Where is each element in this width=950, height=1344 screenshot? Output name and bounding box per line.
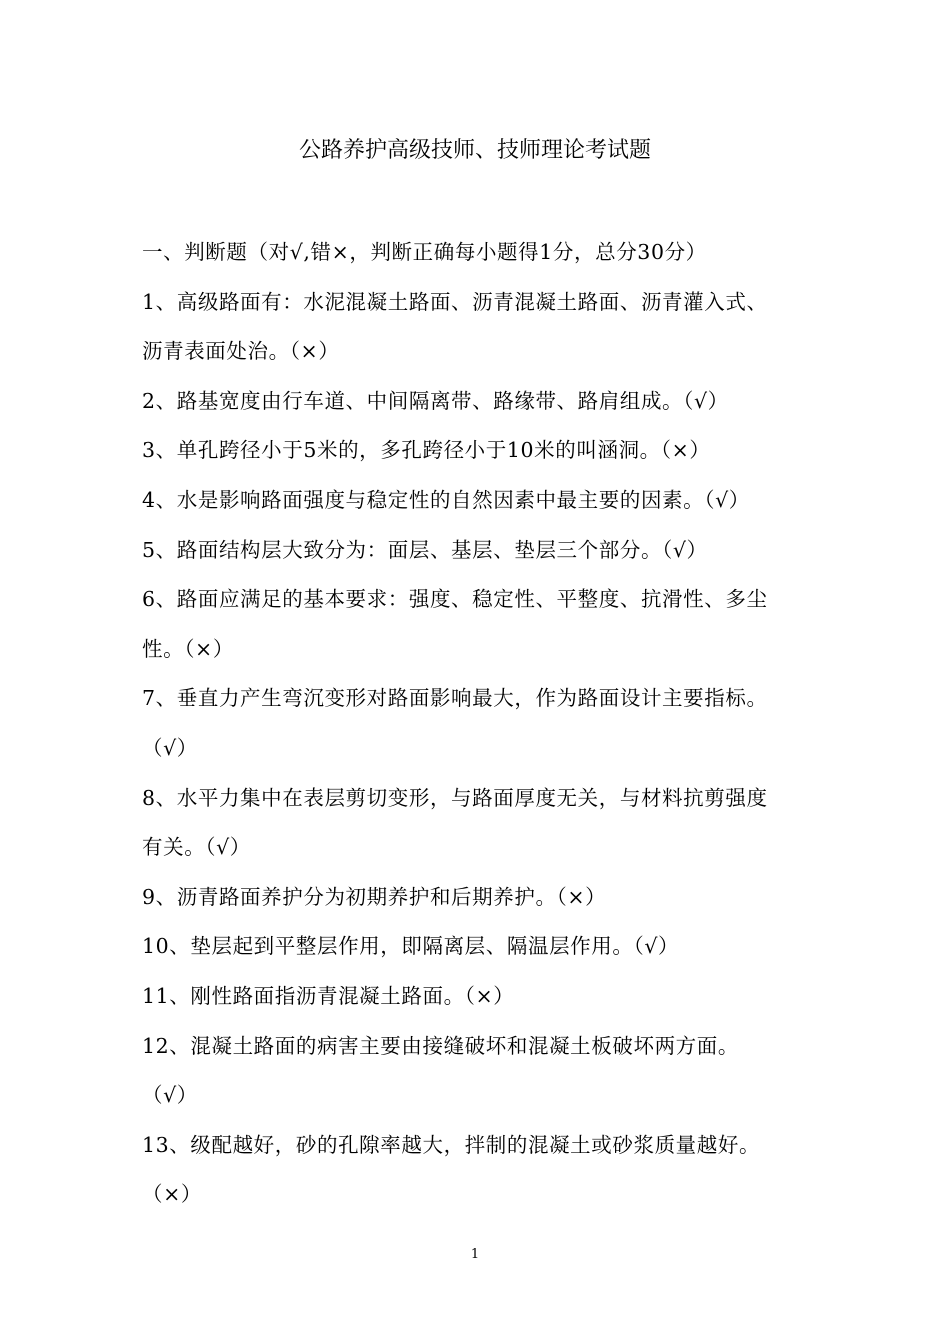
document-body: [142, 228, 822, 1220]
question-line: （√）: [142, 1083, 198, 1108]
question-line: 1、高级路面有：水泥混凝土路面、沥青混凝土路面、沥青灌入式、: [142, 289, 768, 314]
question-line: 11、刚性路面指沥青混凝土路面。（×）: [142, 983, 515, 1008]
section-heading: 一、判断题（对√,错×，判断正确每小题得1分，总分30分）: [142, 240, 707, 264]
question-line: 12、混凝土路面的病害主要由接缝破坏和混凝土板破坏两方面。: [142, 1033, 739, 1058]
question-line: （√）: [142, 735, 198, 760]
question-line: 5、路面结构层大致分为：面层、基层、垫层三个部分。（√）: [142, 537, 708, 562]
document-title: 公路养护高级技师、技师理论考试题: [298, 138, 651, 163]
question-line: 6、路面应满足的基本要求：强度、稳定性、平整度、抗滑性、多尘: [142, 587, 768, 612]
question-line: 有关。（√）: [142, 835, 251, 860]
question-line: 9、沥青路面养护分为初期养护和后期养护。（×）: [142, 884, 607, 909]
question-line: 8、水平力集中在表层剪切变形，与路面厚度无关，与材料抗剪强度: [142, 785, 768, 810]
question-line: 13、级配越好，砂的孔隙率越大，拌制的混凝土或砂浆质量越好。: [142, 1132, 761, 1157]
question-line: 2、路基宽度由行车道、中间隔离带、路缘带、路肩组成。（√）: [142, 388, 729, 413]
question-line: （×）: [142, 1182, 202, 1207]
question-line: 10、垫层起到平整层作用，即隔离层、隔温层作用。（√）: [142, 934, 680, 959]
question-line: 4、水是影响路面强度与稳定性的自然因素中最主要的因素。（√）: [142, 487, 750, 512]
page-number: 1: [470, 1247, 480, 1262]
question-line: 沥青表面处治。（×）: [142, 339, 340, 364]
question-line: 3、单孔跨径小于5米的，多孔跨径小于10米的叫涵洞。（×）: [142, 438, 711, 463]
question-line: 性。（×）: [142, 636, 234, 661]
question-line: 7、垂直力产生弯沉变形对路面影响最大，作为路面设计主要指标。: [142, 686, 768, 711]
